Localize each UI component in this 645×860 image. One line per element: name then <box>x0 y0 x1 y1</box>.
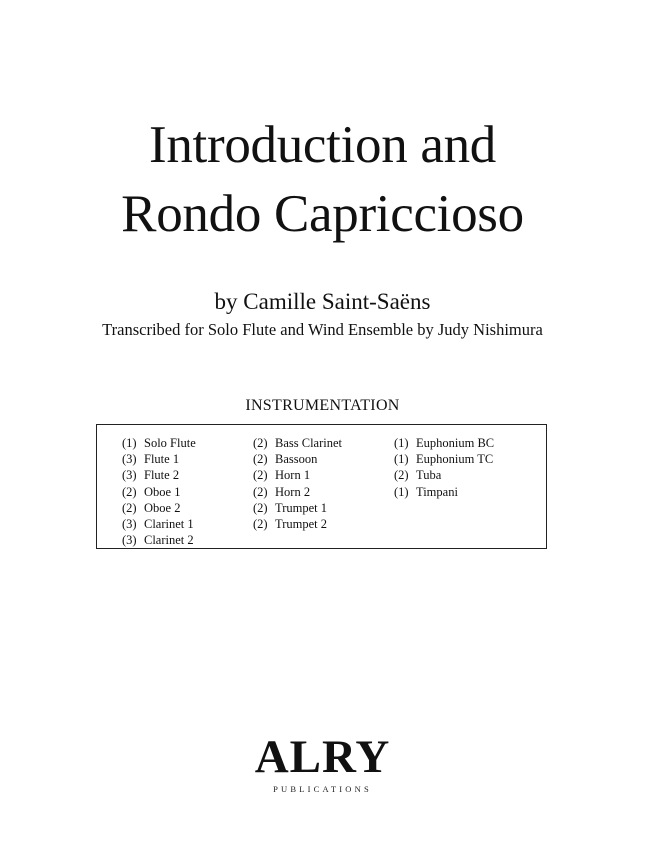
instrument-name: Clarinet 2 <box>144 533 194 548</box>
instrument-name: Oboe 2 <box>144 500 181 515</box>
instrument-quantity: (2) <box>122 484 137 499</box>
instrument-name: Trumpet 1 <box>275 500 327 515</box>
instrument-quantity: (2) <box>253 500 268 515</box>
instrument-item <box>394 467 494 483</box>
instrument-item <box>394 484 494 500</box>
instrument-name: Euphonium BC <box>416 436 495 450</box>
instrument-quantity: (3) <box>122 452 137 467</box>
instrument-quantity: (1) <box>122 436 137 450</box>
instrument-quantity: (2) <box>253 517 268 532</box>
instrument-item <box>122 500 196 516</box>
instrument-quantity: (3) <box>122 468 137 483</box>
publisher-logo-wordmark: ALRY <box>254 731 391 783</box>
instrument-item <box>122 467 196 483</box>
composer-credit: by Camille Saint-Saëns <box>214 289 431 314</box>
publisher-logo-subtitle: PUBLICATIONS <box>273 784 372 794</box>
instrument-name: Oboe 1 <box>144 484 181 499</box>
instrument-name: Timpani <box>416 484 458 499</box>
instrumentation-column-1 <box>122 435 196 548</box>
instrumentation-box <box>96 424 547 549</box>
instrument-item <box>253 451 342 467</box>
instrument-item <box>122 484 196 500</box>
instrument-item <box>394 435 494 451</box>
instrument-item <box>253 467 342 483</box>
instrument-quantity: (1) <box>394 484 409 499</box>
title-line-1: Introduction and <box>149 116 496 174</box>
instrument-name: Euphonium TC <box>416 452 494 467</box>
instrument-item <box>253 484 342 500</box>
instrument-name: Clarinet 1 <box>144 517 194 532</box>
instrument-quantity: (2) <box>253 452 268 467</box>
instrumentation-column-3 <box>394 435 494 500</box>
instrument-item <box>122 435 196 451</box>
instrument-item <box>122 451 196 467</box>
instrumentation-heading: INSTRUMENTATION <box>245 397 400 414</box>
instrument-item <box>122 532 196 548</box>
instrument-quantity: (2) <box>253 468 268 483</box>
title-line-2: Rondo Capriccioso <box>121 185 524 243</box>
instrument-quantity: (2) <box>253 436 268 450</box>
instrument-name: Flute 1 <box>144 452 180 467</box>
instrument-item <box>253 500 342 516</box>
instrument-name: Flute 2 <box>144 468 180 483</box>
instrument-item <box>253 516 342 532</box>
instrument-name: Solo Flute <box>144 436 196 450</box>
publisher-logo <box>0 731 645 794</box>
instrument-quantity: (1) <box>394 436 409 450</box>
instrument-name: Horn 2 <box>275 484 311 499</box>
instrument-item <box>122 516 196 532</box>
instrument-item <box>253 435 342 451</box>
instrument-quantity: (3) <box>122 517 137 532</box>
transcription-credit: Transcribed for Solo Flute and Wind Ensemble by Judy Nishimura <box>102 320 543 339</box>
instrument-quantity: (2) <box>122 500 137 515</box>
instrument-name: Bassoon <box>275 452 318 467</box>
instrument-name: Trumpet 2 <box>275 517 327 532</box>
instrument-quantity: (1) <box>394 452 409 467</box>
instrumentation-column-2 <box>253 435 342 532</box>
instrument-name: Horn 1 <box>275 468 311 483</box>
instrument-quantity: (3) <box>122 533 137 548</box>
instrument-item <box>394 451 494 467</box>
instrument-name: Bass Clarinet <box>275 436 343 450</box>
instrument-quantity: (2) <box>253 484 268 499</box>
instrument-name: Tuba <box>416 468 442 483</box>
instrument-quantity: (2) <box>394 468 409 483</box>
